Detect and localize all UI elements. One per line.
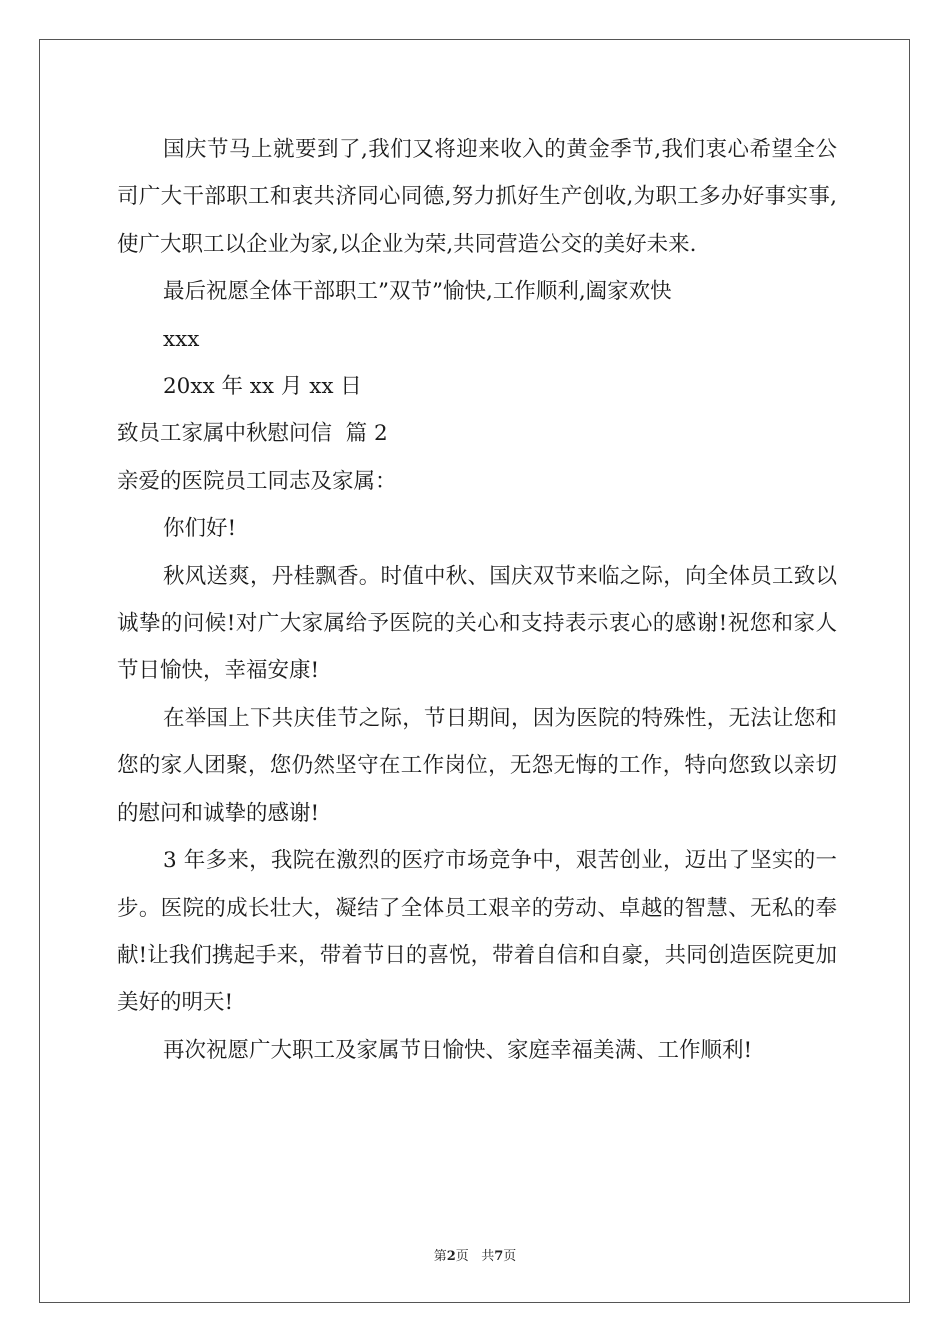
total-prefix: 共 xyxy=(481,1249,495,1264)
total-suffix: 页 xyxy=(503,1249,517,1264)
total-pages-number: 7 xyxy=(494,1249,504,1264)
signature-name: xxx xyxy=(163,326,200,352)
paragraph-national-day: 国庆节马上就要到了,我们又将迎来收入的黄金季节,我们衷心希望全公司广大干部职工和衷共济同心同德,努力抓好生产创收,为职工多办好事实事,使广大职工以企业为家,以企业为荣,共同营造公交的美好未来. xyxy=(117,137,837,257)
page-prefix: 第 xyxy=(433,1249,447,1264)
paragraph-holiday-duty: 在举国上下共庆佳节之际，节日期间，因为医院的特殊性，无法让您和您的家人团聚，您仍然坚守在工作岗位，无怨无悔的工作，特向您致以亲切的慰问和诚挚的感谢! xyxy=(117,705,837,826)
section-title: 致员工家属中秋慰问信 篇 2 xyxy=(117,421,388,447)
paragraph-final-wish: 再次祝愿广大职工及家属节日愉快、家庭幸福美满、工作顺利! xyxy=(163,1037,753,1063)
paragraph-hospital-growth: 3 年多来，我院在激烈的医疗市场竞争中，艰苦创业，迈出了坚实的一步。医院的成长壮大，凝结了全体员工艰辛的劳动、卓越的智慧、无私的奉献!让我们携起手来，带着节日的喜悦，带着自信和自豪，共同创造医院更加美好的明天! xyxy=(117,848,837,1016)
current-page-number: 2 xyxy=(446,1249,456,1264)
page-suffix: 页 xyxy=(455,1249,469,1264)
salutation: 亲爱的医院员工同志及家属： xyxy=(117,468,397,494)
greeting: 你们好! xyxy=(163,516,237,542)
signature-date: 20xx 年 xx 月 xx 日 xyxy=(163,374,362,400)
page-footer xyxy=(0,1245,950,1264)
paragraph-closing-wish: 最后祝愿全体干部职工”双节”愉快,工作顺利,阖家欢快 xyxy=(163,279,672,305)
document-body xyxy=(117,126,837,1074)
paragraph-autumn: 秋风送爽，丹桂飘香。时值中秋、国庆双节来临之际，向全体员工致以诚挚的问候!对广大家属给予医院的关心和支持表示衷心的感谢!祝您和家人节日愉快，幸福安康! xyxy=(117,563,837,684)
